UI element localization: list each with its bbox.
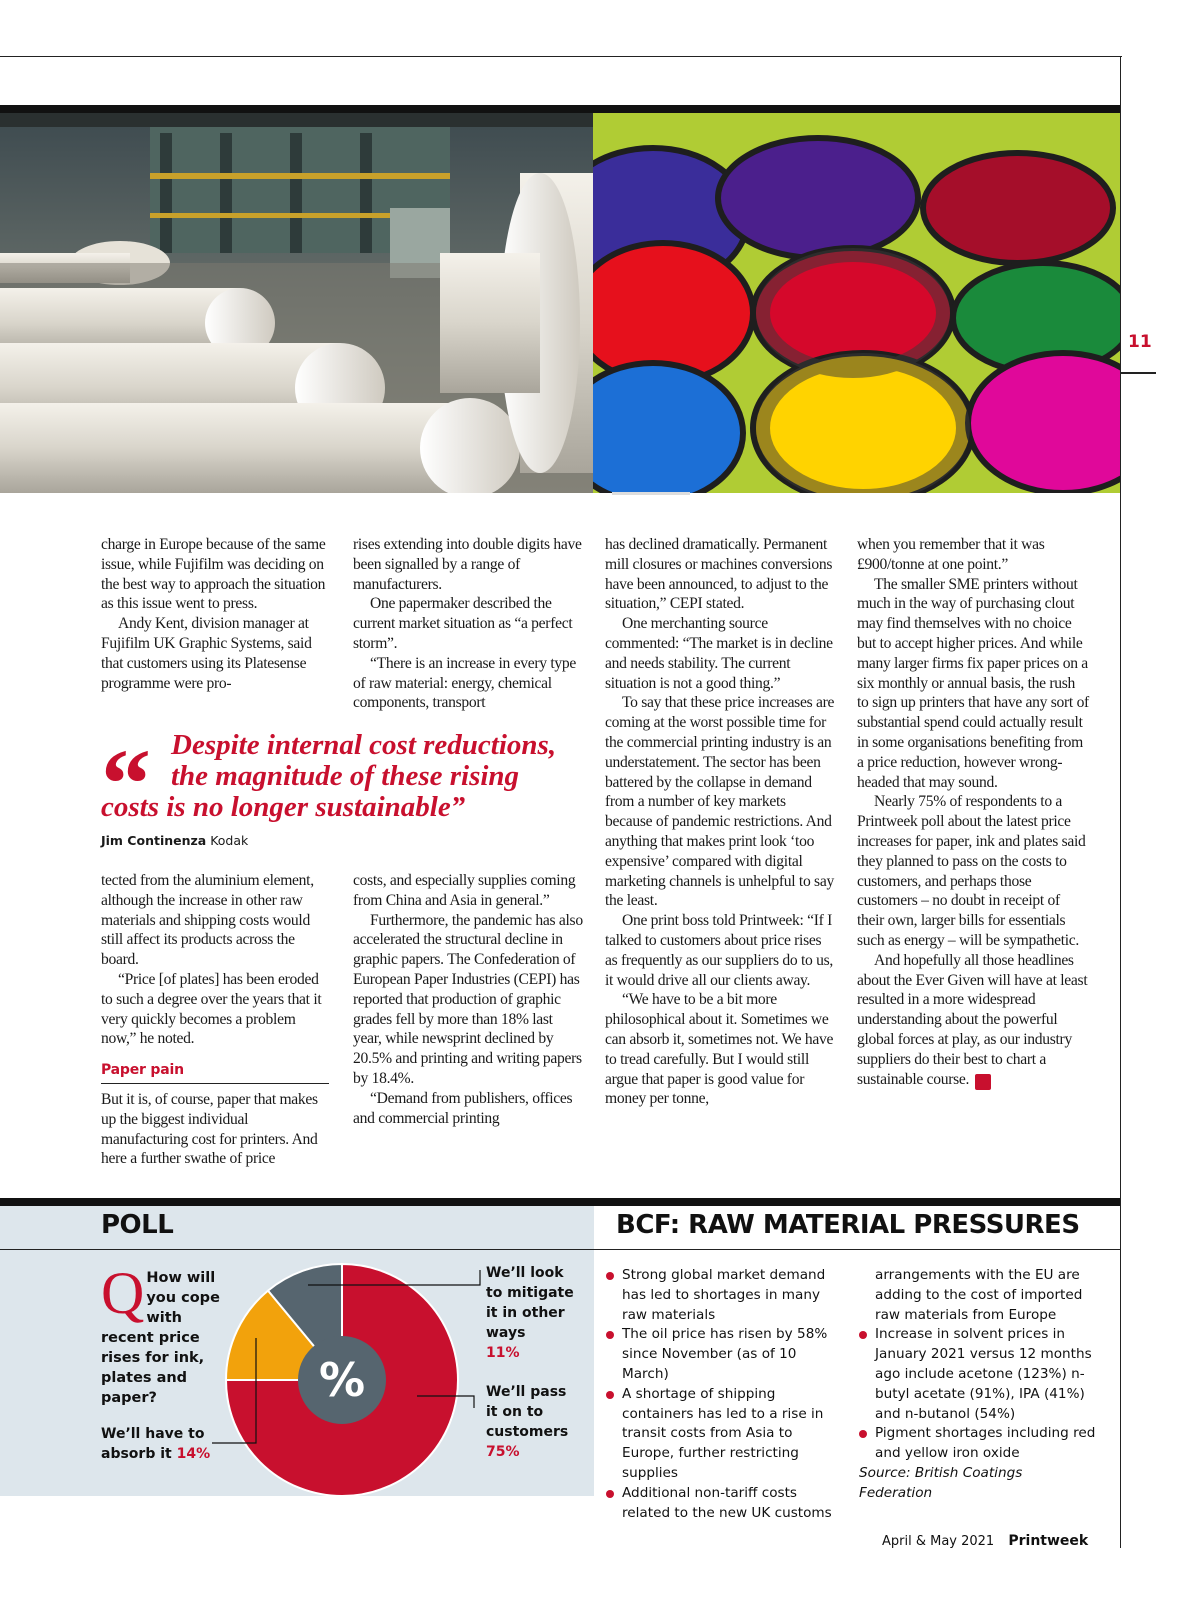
paragraph: “We have to be a bit more philosophical about it. Sometimes we can absorb it, sometimes not. We have to tread carefully. But I would still argue that paper is good value for money per tonne,	[605, 991, 834, 1108]
page-number: 11	[1128, 332, 1152, 352]
paragraph: “Demand from publishers, offices and commercial printing	[353, 1089, 573, 1127]
paragraph: costs, and especially supplies coming from China and Asia in general.”	[353, 872, 576, 909]
paragraph: The smaller SME printers without much in the way of purchasing clout may find themselves with no choice but to accept higher prices. And while many larger firms fix paper prices on a six monthly or annual basis, the rush to sign up printers that have any sort of substantial spend could actually result in some organisations benefiting from a price reduction, however wrong-headed that may sound.	[857, 575, 1089, 791]
paragraph: Andy Kent, division manager at Fujifilm UK Graphic Systems, said that customers using its Platesense programme were pro-	[101, 615, 312, 692]
answer-label: We’ll have to absorb it	[101, 1426, 205, 1462]
paragraph: One print boss told Printweek: “If I talked to customers about price rises as frequently as our suppliers do to us, it would drive all our clients away.	[605, 912, 833, 989]
paragraph: “Price [of plates] has been eroded to such a degree over the years that it very quickly becomes a problem now,” he noted.	[101, 970, 322, 1048]
poll-answer-absorb	[101, 1424, 216, 1464]
column-1-bottom	[101, 871, 331, 1169]
bcf-bullet: The oil price has risen by 58% since November (as of 10 March)	[604, 1325, 836, 1384]
bcf-bullet: Strong global market demand has led to shortages in many raw materials	[604, 1266, 836, 1325]
answer-pct: 14%	[176, 1446, 211, 1462]
question-letter: Q	[101, 1260, 145, 1326]
photo-credit-strip	[612, 492, 690, 495]
bcf-bullet-continued: arrangements with the EU are adding to the cost of imported raw materials from Europe	[875, 1267, 1083, 1323]
magazine-brand: Printweek	[1008, 1533, 1089, 1549]
bcf-list-1	[604, 1266, 836, 1523]
paragraph: One merchanting source commented: “The market is in decline and needs stability. The current situation is not a good thing.”	[605, 615, 833, 692]
answer-label: We’ll pass it on to customers	[486, 1384, 569, 1440]
bcf-bullet: Additional non-tariff costs related to the new UK customs	[604, 1484, 836, 1524]
bcf-bullet: Increase in solvent prices in January 2021 versus 12 months ago include acetone (123%) n-butyl acetate (91%), IPA (41%) and n-butanol (54%)	[857, 1325, 1097, 1424]
paper-reels-photo	[0, 113, 593, 493]
bcf-source: Source: British Coatings Federation	[859, 1464, 1023, 1501]
quote-line: costs is no longer sustainable”	[101, 791, 466, 823]
bcf-title-rule	[594, 1249, 1120, 1250]
poll-title: POLL	[101, 1210, 174, 1240]
right-rule	[1120, 56, 1121, 1548]
issue-date: April & May 2021	[882, 1534, 995, 1549]
page-number-rule	[1120, 372, 1156, 374]
answer-pct: 11%	[486, 1345, 520, 1361]
ink-tins-photo	[593, 113, 1120, 493]
attribution-company: Kodak	[210, 833, 249, 848]
paragraph: charge in Europe because of the same issue, while Fujifilm was deciding on the best way to approach the situation as this issue went to press.	[101, 536, 326, 613]
poll-answer-pass	[486, 1382, 571, 1462]
poll-title-rule	[0, 1249, 594, 1250]
column-1-top	[101, 535, 331, 693]
bcf-list-2	[857, 1266, 1097, 1504]
end-mark-badge: P	[975, 1074, 991, 1090]
pull-quote	[101, 728, 581, 839]
column-4	[857, 535, 1089, 1090]
column-3	[605, 535, 835, 1109]
poll-leader-lines	[212, 1258, 492, 1498]
poll-answer-mitigate	[486, 1263, 581, 1363]
quote-attribution	[101, 833, 248, 848]
bottom-boxes-bar	[0, 1198, 1120, 1206]
poll-question	[101, 1260, 221, 1408]
leader-line-mitigate	[308, 1270, 480, 1285]
leader-line-absorb	[212, 1338, 256, 1443]
page-footer	[882, 1533, 1088, 1549]
bcf-bullet: Pigment shortages including red and yellow iron oxide	[857, 1424, 1097, 1464]
percent-symbol: %	[318, 1353, 366, 1407]
answer-pct: 75%	[486, 1444, 520, 1460]
attribution-name: Jim Continenza	[101, 833, 207, 848]
column-2-top	[353, 535, 583, 713]
paragraph: tected from the aluminium element, although the increase in other raw materials and shipping costs would still affect its products across the board.	[101, 872, 314, 969]
paragraph: rises extending into double digits have been signalled by a range of manufacturers.	[353, 536, 582, 593]
bcf-bullet: A shortage of shipping containers has led to a rise in transit costs from Asia to Europe, further restricting supplies	[604, 1385, 836, 1484]
paragraph: Nearly 75% of respondents to a Printweek poll about the latest price increases for paper, ink and plates said they planned to pass on the costs to customers, and perhaps those customers – no doubt in receipt of their own, larger bills for essentials such as energy – will be sympathetic.	[857, 793, 1086, 949]
leader-line-pass	[417, 1396, 474, 1408]
photo-top-bar	[0, 105, 1120, 113]
question-text: How will you cope with recent price rises for ink, plates and paper?	[101, 1270, 220, 1406]
bcf-title: BCF: RAW MATERIAL PRESSURES	[616, 1210, 1080, 1240]
paragraph: But it is, of course, paper that makes up the biggest individual manufacturing cost for printers. And here a further swathe of price	[101, 1090, 318, 1168]
column-2-bottom	[353, 871, 583, 1128]
answer-label: We’ll look to mitigate it in other ways	[486, 1265, 574, 1341]
paragraph: “There is an increase in every type of raw material: energy, chemical components, transport	[353, 654, 576, 712]
paragraph: when you remember that it was £900/tonne at one point.”	[857, 536, 1045, 573]
paragraph: Furthermore, the pandemic has also accelerated the structural decline in graphic papers. The Confederation of European Paper Industries (CEPI) has reported that production of graphic grades fell by more than 18% last year, while newsprint declined by 20.5% and printing and writing papers by 18.4%.	[353, 911, 583, 1087]
paragraph-text: And hopefully all those headlines about the Ever Given will have at least resulted in a more widespread understanding about the powerful global forces at play, as our industry suppliers do their best to chart a sustainable course.	[857, 951, 1088, 1088]
quote-line: the magnitude of these rising	[171, 760, 520, 792]
subhead: Paper pain	[101, 1061, 329, 1084]
quote-mark-icon: “	[101, 728, 151, 839]
paragraph: has declined dramatically. Permanent mill closures or machines conversions have been announced, to adjust to the situation,” CEPI stated.	[605, 536, 833, 613]
paragraph: One papermaker described the current market situation as “a perfect storm”.	[353, 595, 573, 652]
top-rule	[0, 56, 1122, 57]
paragraph: To say that these price increases are coming at the worst possible time for the commercial printing industry is an understatement. The sector has been battered by the collapse in demand from a number of key markets because of pandemic restrictions. And anything that makes print look ‘too expensive’ compared with digital marketing channels is unhelpful to say the least.	[605, 694, 835, 910]
paragraph	[857, 951, 1089, 1090]
quote-line: Despite internal cost reductions,	[171, 729, 557, 761]
